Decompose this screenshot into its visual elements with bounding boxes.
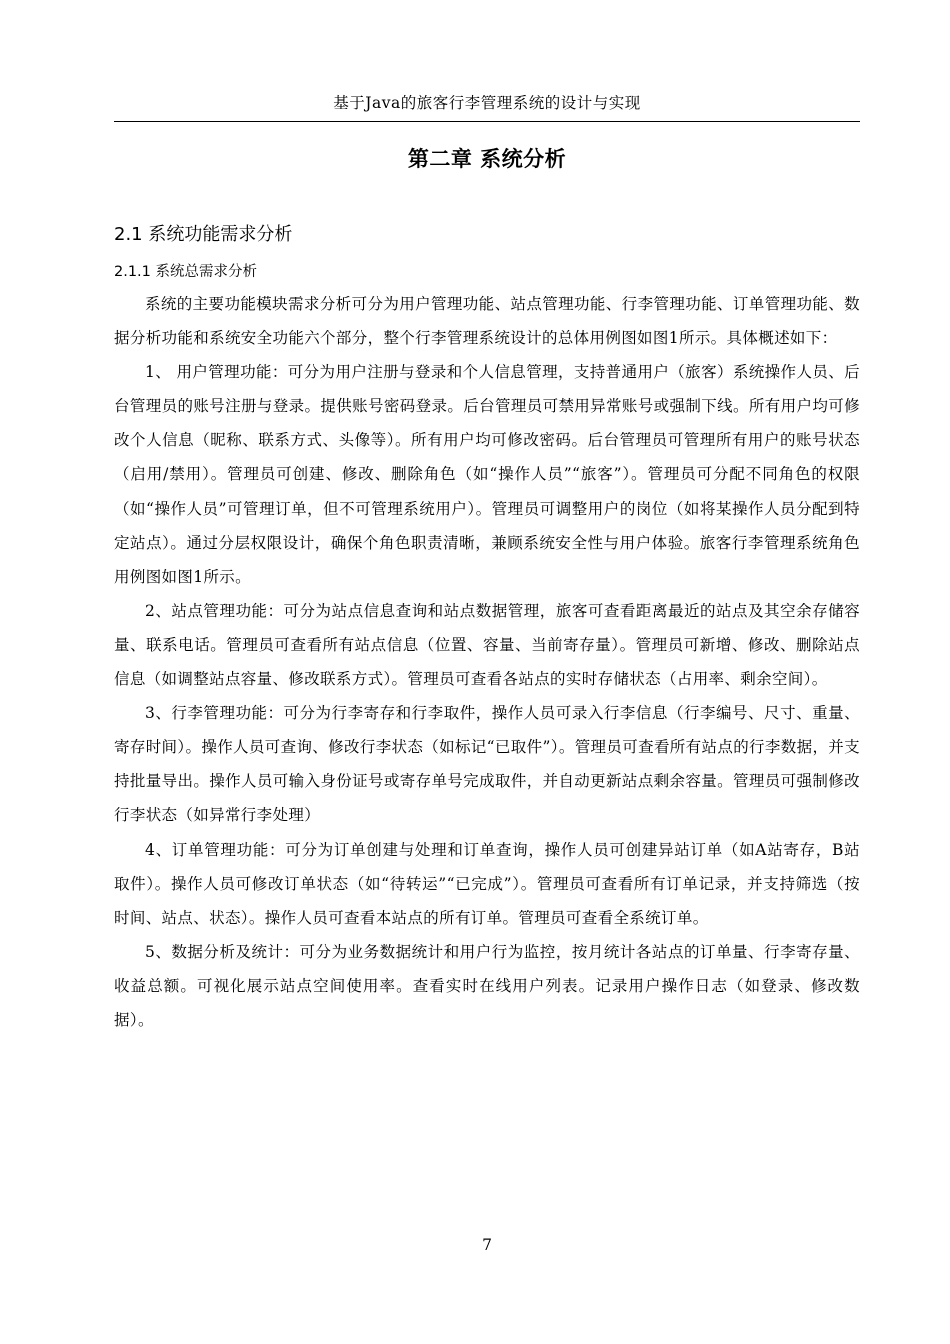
paragraph-station-management: 2、站点管理功能：可分为站点信息查询和站点数据管理，旅客可查看距离最近的站点及其空余存储容量、联系电话。管理员可查看所有站点信息（位置、容量、当前寄存量）。管理员可新增、修改、删除站点信息（如调整站点容量、修改联系方式）。管理员可查看各站点的实时存储状态（占用率、剩余空间）。 bbox=[114, 601, 860, 689]
paragraph-data-analysis: 5、数据分析及统计：可分为业务数据统计和用户行为监控，按月统计各站点的订单量、行李寄存量、收益总额。可视化展示站点空间使用率。查看实时在线用户列表。记录用户操作日志（如登录、修改数据）。 bbox=[114, 942, 860, 1029]
chapter-title: 第二章 系统分析 bbox=[407, 147, 567, 171]
paragraph-overview: 系统的主要功能模块需求分析可分为用户管理功能、站点管理功能、行李管理功能、订单管理功能、数据分析功能和系统安全功能六个部分，整个行李管理系统设计的总体用例图如图1所示。具体概述如下： bbox=[114, 295, 860, 348]
running-header: 基于Java的旅客行李管理系统的设计与实现 bbox=[333, 94, 641, 112]
header-rule bbox=[114, 121, 860, 122]
section-heading: 2.1 系统功能需求分析 bbox=[114, 224, 293, 245]
page-number: 7 bbox=[482, 1236, 492, 1254]
paragraph-user-management: 1、 用户管理功能：可分为用户注册与登录和个人信息管理，支持普通用户（旅客）系统操作人员、后台管理员的账号注册与登录。提供账号密码登录。后台管理员可禁用异常账号或强制下线。所有用户均可修改个人信息（昵称、联系方式、头像等）。所有用户均可修改密码。后台管理员可管理所有用户的账号状态（启用/禁用）。管理员可创建、修改、删除角色（如“操作人员”“旅客”）。管理员可分配不同角色的权限（如“操作人员”可管理订单，但不可管理系统用户）。管理员可调整用户的岗位（如将某操作人员分配到特定站点）。通过分层权限设计，确保个角色职责清晰，兼顾系统安全性与用户体验。旅客行李管理系统角色用例图如图1所示。 bbox=[114, 363, 860, 586]
paragraph-order-management: 4、订单管理功能：可分为订单创建与处理和订单查询，操作人员可创建异站订单（如A站寄存，B站取件）。操作人员可修改订单状态（如“待转运”“已完成”）。管理员可查看所有订单记录，并支持筛选（按时间、站点、状态）。操作人员可查看本站点的所有订单。管理员可查看全系统订单。 bbox=[114, 840, 860, 927]
body-text bbox=[114, 287, 860, 1037]
paragraph-luggage-management: 3、行李管理功能：可分为行李寄存和行李取件，操作人员可录入行李信息（行李编号、尺寸、重量、寄存时间）。操作人员可查询、修改行李状态（如标记“已取件”）。管理员可查看所有站点的行李数据，并支持批量导出。操作人员可输入身份证号或寄存单号完成取件，并自动更新站点剩余容量。管理员可强制修改行李状态（如异常行李处理） bbox=[114, 704, 861, 825]
subsection-heading: 2.1.1 系统总需求分析 bbox=[114, 264, 258, 280]
